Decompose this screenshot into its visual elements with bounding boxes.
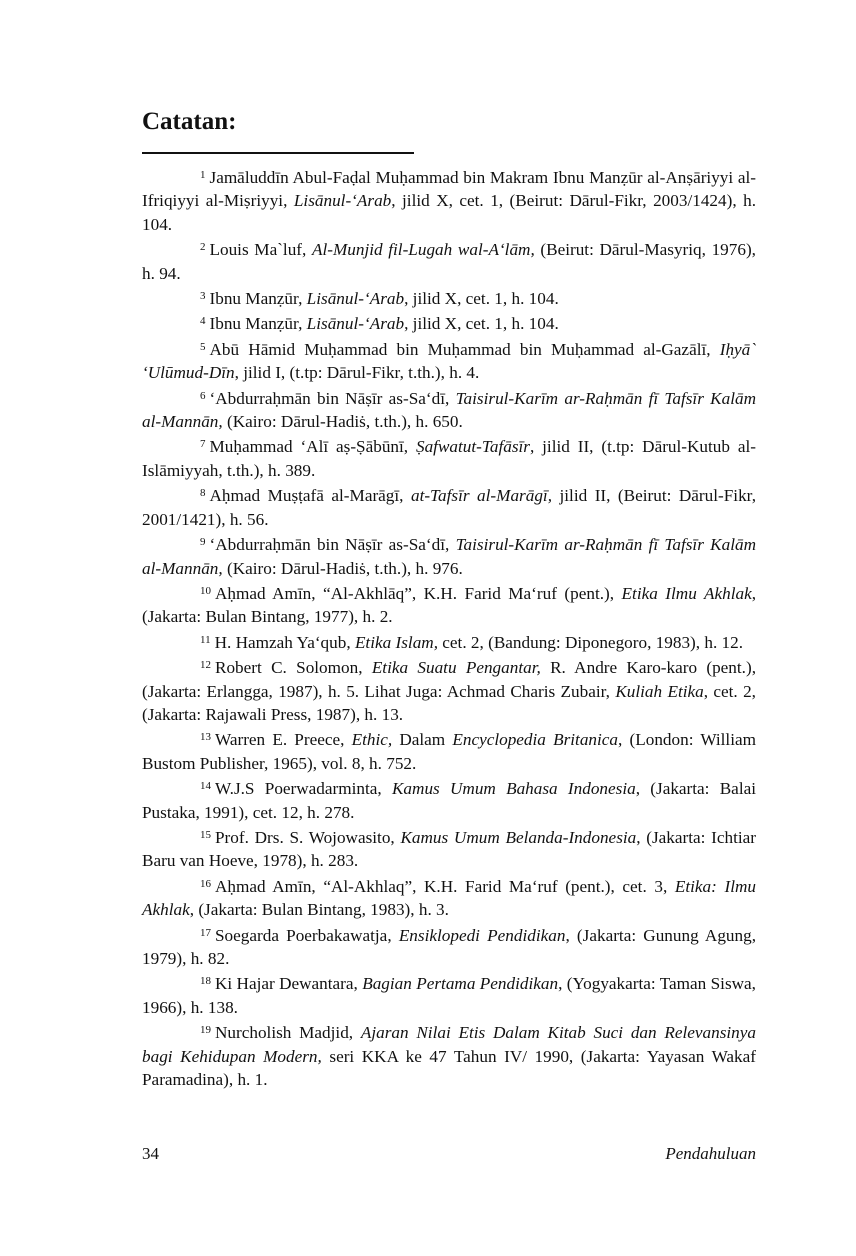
footnote-number: 16 — [200, 877, 211, 890]
citation-text: Nurcholish Madjid, — [215, 1023, 361, 1043]
footnote-4 — [142, 310, 756, 335]
footnote-14 — [142, 775, 756, 824]
citation-text: , (London: William Bustom Publisher, 1965), vol. 8, h. 752. — [142, 730, 756, 773]
citation-title: Etika Suatu Pengantar, — [371, 658, 541, 678]
citation-text: Aḥmad Muṣṭafā al-Marāgī, — [209, 486, 411, 506]
footnote-number: 2 — [200, 241, 206, 254]
citation-title: Taisirul-Karīm ar-Raḥmān fī Tafsīr Kalām al-Mannān, — [142, 535, 756, 578]
citation-text: cet. 2, (Bandung: Diponegoro, 1983), h. 12. — [438, 632, 744, 652]
citation-text: W.J.S Poerwadarminta, — [215, 779, 392, 799]
footnote-list — [142, 164, 756, 1091]
footnote-3 — [142, 285, 756, 310]
footnote-12 — [142, 654, 756, 726]
citation-title: Al-Munjid fil-Lugah wal-A‘lām, — [311, 240, 535, 260]
footnote-11 — [142, 629, 756, 654]
citation-text: (Kairo: Dārul-Hadiṡ, t.th.), h. 976. — [222, 558, 463, 578]
citation-title: Ethic, — [351, 730, 393, 750]
citation-text: , jilid X, cet. 1, h. 104. — [404, 314, 559, 334]
citation-text: , cet. 2, (Jakarta: Rajawali Press, 1987), h. 13. — [142, 681, 756, 724]
running-title: Pendahuluan — [665, 1144, 756, 1163]
citation-title: Ṣafwatut-Tafāsīr — [415, 437, 530, 457]
citation-text: jilid II, (Beirut: Dārul-Fikr, 2001/1421), h. 56. — [142, 486, 757, 529]
citation-title: Etika Ilmu Akhlak — [621, 583, 752, 603]
citation-text: ‘Abdurraḥmān bin Nāṣīr as-Sa‘dī, — [209, 388, 456, 408]
footnote-2 — [142, 236, 756, 285]
citation-title: Ensiklopedi Pendidikan — [398, 925, 566, 945]
citation-title: Lisānul-‘Arab — [306, 314, 405, 334]
citation-title: Taisirul-Karīm ar-Raḥmān fī Tafsīr Kalām al-Mannān, — [142, 388, 756, 432]
citation-text: (Beirut: Dārul-Masyriq, 1976), h. 94. — [142, 240, 756, 283]
citation-text: Robert C. Solomon, — [215, 658, 372, 678]
citation-text: Louis Ma`luf, — [209, 240, 312, 260]
footnote-6 — [142, 385, 756, 434]
footnote-number: 7 — [200, 438, 206, 451]
citation-text: Prof. Drs. S. Wojowasito, — [215, 827, 401, 847]
footnote-number: 8 — [200, 487, 206, 500]
citation-title: Ajaran Nilai Etis Dalam Kitab Suci dan Relevansinya bagi Kehidupan Modern, — [142, 1023, 756, 1066]
footnote-9 — [142, 531, 756, 580]
citation-text: , (Jakarta: Balai Pustaka, 1991), cet. 12, h. 278. — [142, 779, 756, 822]
citation-title: Etika: Ilmu Akhlak — [142, 876, 756, 920]
citation-text: , (Jakarta: Gunung Agung, 1979), h. 82. — [142, 925, 757, 968]
citation-text: , (Jakarta: Bulan Bintang, 1983), h. 3. — [189, 900, 449, 920]
citation-text: Jamāluddīn Abul-Faḍal Muḥammad bin Makram Ibnu Manẓūr al-Anṣāriyyi al-Ifriqiyyi al-Miṣriyyi, — [142, 168, 756, 211]
citation-text: Aḥmad Amīn, “Al-Akhlāq”, K.H. Farid Ma‘ruf (pent.), — [215, 583, 622, 603]
citation-text: , jilid X, cet. 1, (Beirut: Dārul-Fikr, 2003/1424), h. 104. — [142, 191, 756, 234]
footnote-18 — [142, 970, 756, 1019]
footnote-16 — [142, 873, 756, 922]
citation-title: Kamus Umum Bahasa Indonesia — [391, 779, 636, 799]
footnote-8 — [142, 482, 756, 531]
citation-text: Ibnu Manẓūr, — [209, 314, 307, 334]
citation-text: Muḥammad ‘Alī aṣ-Ṣābūnī, — [209, 437, 416, 457]
citation-title: Encyclopedia Britanica — [452, 730, 619, 750]
citation-text: H. Hamzah Ya‘qub, — [214, 632, 355, 652]
footnote-number: 10 — [200, 584, 211, 597]
footnote-number: 3 — [200, 290, 206, 303]
footnote-17 — [142, 922, 756, 971]
citation-title: Kamus Umum Belanda-Indonesia — [400, 827, 637, 847]
footnote-number: 19 — [200, 1024, 211, 1037]
citation-text: , (Jakarta: Ichtiar Baru van Hoeve, 1978), h. 283. — [142, 827, 757, 871]
page-number: 34 — [142, 1144, 159, 1163]
citation-title: Lisānul-‘Arab — [293, 191, 392, 211]
footnote-number: 5 — [200, 340, 206, 353]
citation-text: , (Jakarta: Bulan Bintang, 1977), h. 2. — [142, 583, 756, 627]
footnote-number: 9 — [200, 536, 206, 549]
citation-text: , (Yogyakarta: Taman Siswa, 1966), h. 138. — [142, 974, 756, 1017]
citation-title: Kuliah Etika — [615, 681, 704, 701]
citation-text: R. Andre Karo-karo (pent.), (Jakarta: Erlangga, 1987), h. 5. Lihat Juga: Achmad Charis Zubair, — [142, 658, 756, 701]
footnote-number: 11 — [200, 633, 211, 646]
citation-text: Ibnu Manẓūr, — [209, 289, 307, 309]
footnote-number: 14 — [200, 780, 211, 793]
footnote-number: 13 — [200, 731, 211, 744]
citation-text: , jilid II, (t.tp: Dārul-Kutub al-Islāmiyyah, t.th.), h. 389. — [142, 437, 757, 480]
page-title: Catatan: — [142, 108, 237, 135]
footnote-number: 6 — [200, 389, 206, 402]
citation-title: Lisānul-‘Arab — [306, 289, 405, 309]
footnote-7 — [142, 433, 756, 482]
footnote-13 — [142, 726, 756, 775]
footnote-15 — [142, 824, 756, 873]
footnote-10 — [142, 580, 756, 629]
footnote-19 — [142, 1019, 756, 1091]
citation-text: ‘Abdurraḥmān bin Nāṣīr as-Sa‘dī, — [209, 535, 456, 555]
footnote-number: 17 — [200, 926, 211, 939]
footnote-number: 12 — [200, 659, 211, 672]
footnote-number: 4 — [200, 315, 206, 328]
footnote-number: 15 — [200, 828, 211, 841]
citation-text: (Kairo: Dārul-Hadiṡ, t.th.), h. 650. — [222, 412, 463, 432]
citation-title: at-Tafsīr al-Marāgī, — [410, 486, 553, 506]
citation-text: Warren E. Preece, — [215, 730, 352, 750]
citation-text: Aḥmad Amīn, “Al-Akhlaq”, K.H. Farid Ma‘ruf (pent.), cet. 3, — [215, 876, 675, 896]
citation-title: Iḥyā` ‘Ulūmud-Dīn — [142, 339, 756, 383]
citation-text: Dalam — [392, 730, 453, 750]
citation-title: Etika Islam, — [354, 632, 438, 652]
citation-text: Ki Hajar Dewantara, — [215, 974, 363, 994]
citation-text: Abū Hāmid Muḥammad bin Muḥammad bin Muḥammad al-Gazālī, — [209, 339, 720, 359]
footnote-divider — [142, 152, 414, 154]
citation-title: Bagian Pertama Pendidikan — [362, 974, 559, 994]
footnote-number: 1 — [200, 169, 206, 181]
citation-text: Soegarda Poerbakawatja, — [215, 925, 399, 945]
footnote-1 — [142, 164, 756, 236]
citation-text: , jilid I, (t.tp: Dārul-Fikr, t.th.), h. 4. — [234, 363, 480, 383]
citation-text: , jilid X, cet. 1, h. 104. — [404, 289, 559, 309]
citation-text: seri KKA ke 47 Tahun IV/ 1990, (Jakarta: Yayasan Wakaf Paramadina), h. 1. — [142, 1046, 756, 1090]
footnote-number: 18 — [200, 975, 211, 988]
footnote-5 — [142, 336, 756, 385]
